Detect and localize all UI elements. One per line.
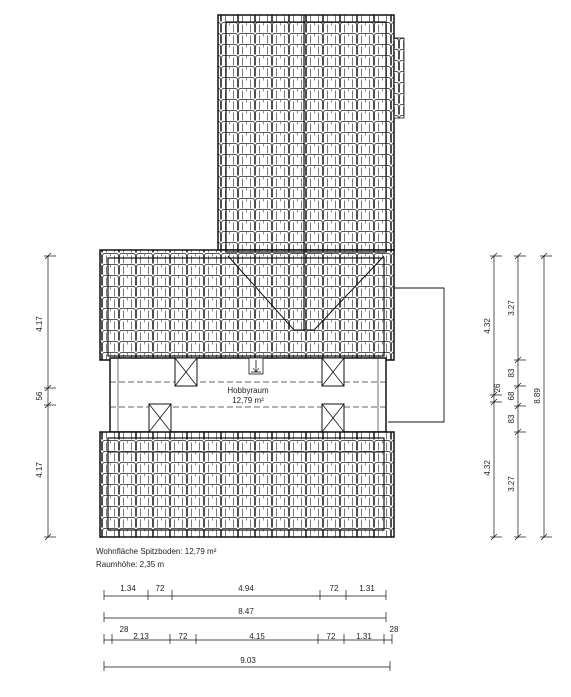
- ladder-hatch: [249, 358, 263, 374]
- dim-bottom-3-1: 28: [119, 625, 129, 634]
- dim-bottom-1-5: 1.31: [359, 584, 375, 593]
- dim-bottom-3-3: 72: [178, 632, 188, 641]
- dim-bottom-1-2: 72: [155, 584, 165, 593]
- dim-bottom-4-1: 9.03: [240, 656, 256, 665]
- dim-bottom-1-1: 1.34: [120, 584, 136, 593]
- dim-bottom-3-7: 28: [389, 625, 399, 634]
- dim-right-mid-3: 68: [507, 391, 516, 401]
- dim-right-inner-3: 4.32: [483, 460, 492, 476]
- dim-right-outer-1: 8.89: [533, 388, 542, 404]
- skylight-south-left: [149, 404, 171, 432]
- dim-left-2: 56: [35, 391, 44, 401]
- room-height-note: Raumhöhe: 2,35 m: [96, 560, 165, 569]
- dim-bottom-3-5: 72: [326, 632, 336, 641]
- living-area-note: Wohnfläche Spitzboden: 12,79 m²: [96, 547, 217, 556]
- roof-south-tiles: [100, 432, 394, 537]
- skylight-north-right: [322, 358, 344, 386]
- dim-right-inner-2: 26: [493, 383, 502, 393]
- dim-right-mid-2: 83: [507, 368, 516, 378]
- dim-chain-left: [44, 253, 56, 540]
- dim-bottom-3-6: 1.31: [356, 632, 372, 641]
- dim-bottom-3-4: 4.15: [249, 632, 265, 641]
- bay-outline: [388, 288, 444, 422]
- room-name: Hobbyraum: [227, 386, 269, 395]
- dim-chain-right-inner: [490, 253, 502, 540]
- dim-bottom-1-4: 72: [329, 584, 339, 593]
- dim-right-mid-1: 3.27: [507, 300, 516, 316]
- dim-right-mid-5: 3.27: [507, 476, 516, 492]
- dim-right-mid-4: 83: [507, 414, 516, 424]
- dim-right-inner-1: 4.32: [483, 318, 492, 334]
- dim-bottom-2-1: 8.47: [238, 607, 254, 616]
- dim-left-3: 4.17: [35, 462, 44, 478]
- skylight-south-right: [322, 404, 344, 432]
- room-area: 12,79 m²: [232, 396, 264, 405]
- dim-left-1: 4.17: [35, 316, 44, 332]
- skylight-north-left: [175, 358, 197, 386]
- dim-bottom-1-3: 4.94: [238, 584, 254, 593]
- dim-bottom-3-2: 2.13: [133, 632, 149, 641]
- roof-north-tiles: [100, 15, 404, 360]
